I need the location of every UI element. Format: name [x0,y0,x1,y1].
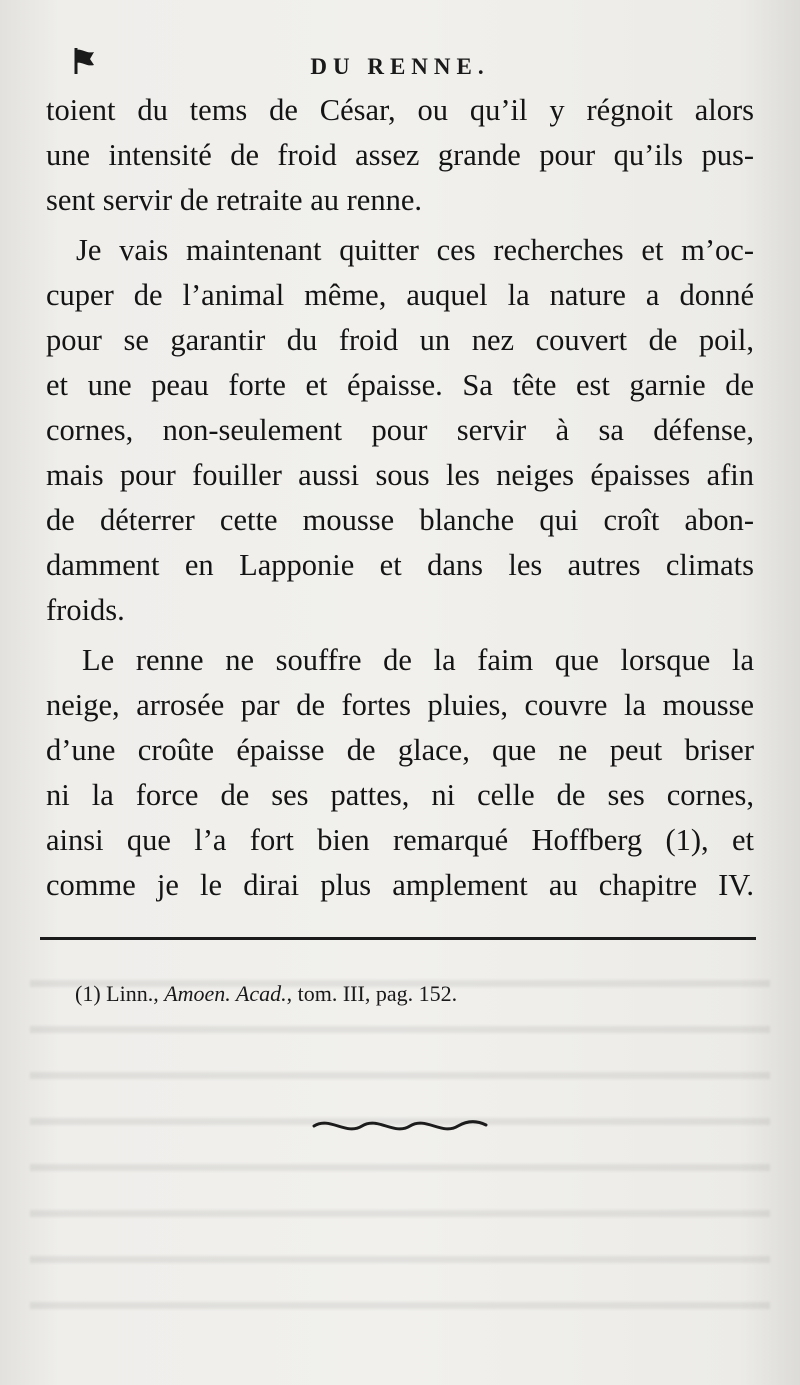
text-line: comme je le dirai plus amplement au chapitre IV. [46,868,754,902]
text-line: de déterrer cette mousse blanche qui croît abon- [46,503,754,537]
text-line: ainsi que l’a fort bien remarqué Hoffberg (1), et [46,823,754,857]
footnote [75,981,457,1007]
text-line: froids. [46,593,125,627]
paragraph-3 [46,638,754,908]
ornament-swash-icon [310,1112,490,1138]
text-line: cuper de l’animal même, auquel la nature a donné [46,278,754,312]
text-line: pour se garantir du froid un nez couvert de poil, [46,323,754,357]
text-line: Le renne ne souffre de la faim que lorsque la [82,643,754,677]
paragraph-2 [46,228,754,633]
text-line: d’une croûte épaisse de glace, que ne peut briser [46,733,754,767]
footnote-rest: , tom. III, pag. 152. [286,981,458,1006]
text-line: cornes, non-seulement pour servir à sa défense, [46,413,754,447]
body-text [46,88,754,908]
running-head: DU RENNE. [310,54,490,79]
text-line: toient du tems de César, ou qu’il y régnoit alors [46,93,754,127]
text-line: mais pour fouiller aussi sous les neiges épaisses afin [46,458,754,492]
text-line: et une peau forte et épaisse. Sa tête est garnie de [46,368,754,402]
paragraph-1 [46,88,754,223]
text-line: damment en Lapponie et dans les autres climats [46,548,754,582]
footnote-rule [40,937,756,940]
footnote-title: Amoen. Acad. [164,981,287,1006]
text-line: ni la force de ses pattes, ni celle de ses cornes, [46,778,754,812]
text-line: une intensité de froid assez grande pour qu’ils pus- [46,138,754,172]
text-line: sent servir de retraite au renne. [46,183,422,217]
show-through-text [30,960,770,1340]
text-line: neige, arrosée par de fortes pluies, couvre la mousse [46,688,754,722]
footnote-marker: (1) Linn., [75,981,159,1006]
text-line: Je vais maintenant quitter ces recherches et m’oc- [76,233,754,267]
